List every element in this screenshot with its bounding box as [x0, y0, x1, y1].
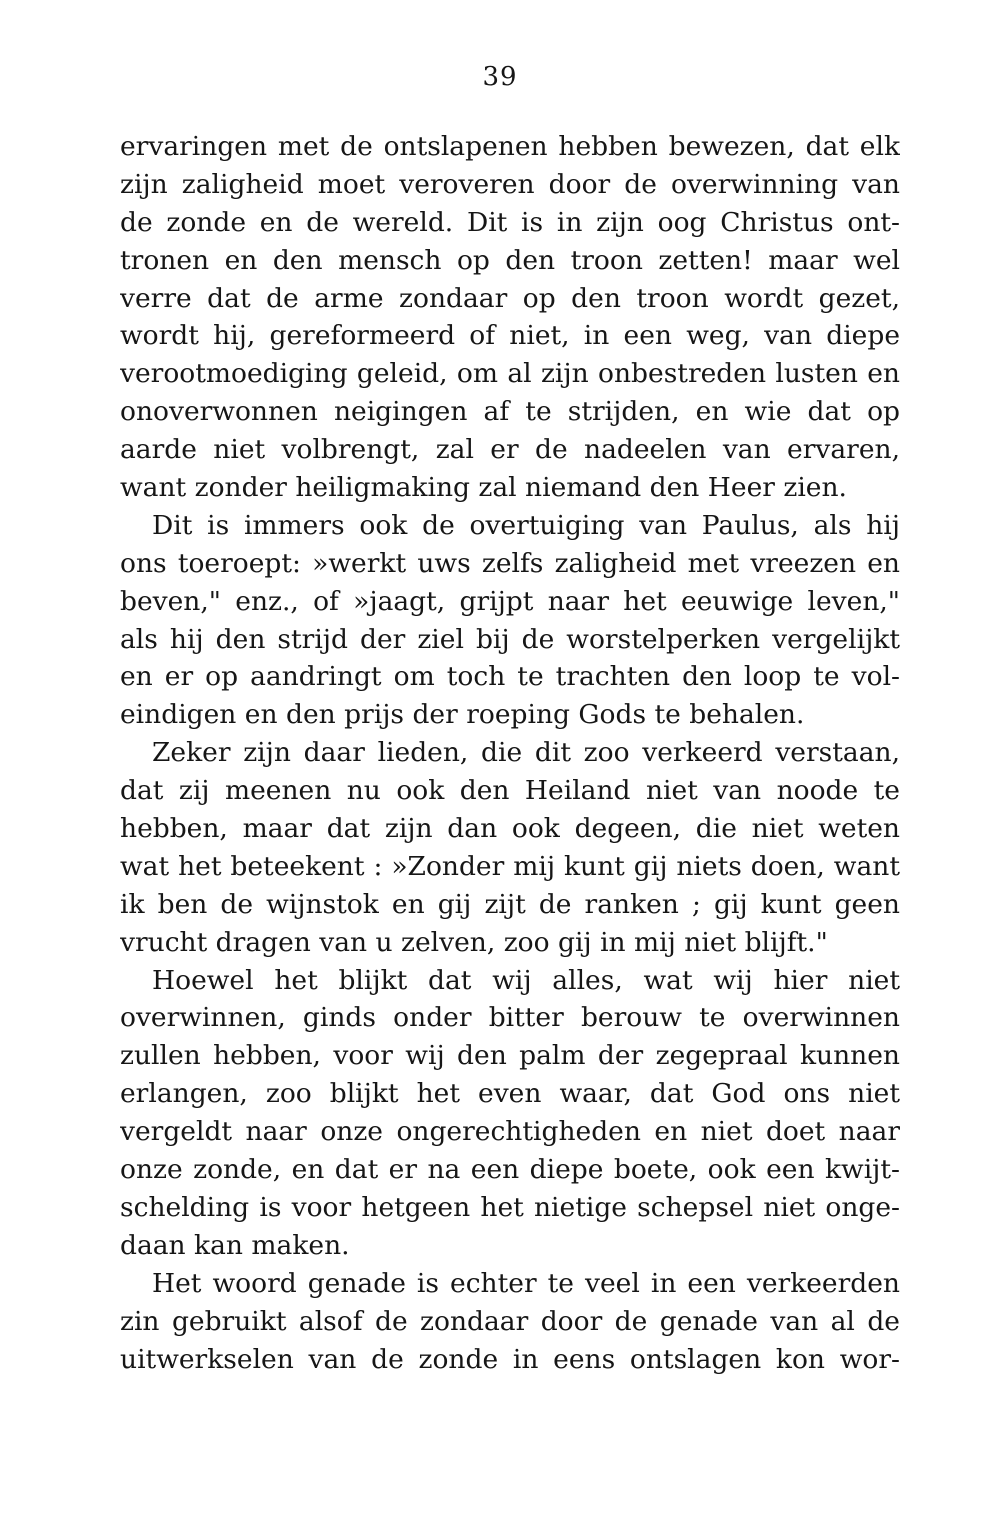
text-line: zullen hebben, voor wij den palm der zegepraal kunnen: [120, 1040, 900, 1072]
body-text: [120, 128, 900, 1378]
text-line: hebben, maar dat zijn dan ook degeen, die niet weten: [120, 813, 900, 845]
text-line: wordt hij, gereformeerd of niet, in een weg, van diepe: [120, 320, 900, 352]
text-line: onoverwonnen neigingen af te strijden, en wie dat op: [120, 396, 900, 428]
text-line: zin gebruikt alsof de zondaar door de genade van al de: [120, 1305, 900, 1337]
text-line: als hij den strijd der ziel bij de worstelperken vergelijkt: [120, 623, 900, 655]
text-line: ik ben de wijnstok en gij zijt de ranken ; gij kunt geen: [120, 888, 900, 920]
text-line: schelding is voor hetgeen het nietige schepsel niet onge-: [120, 1191, 900, 1223]
text-line: beven," enz., of »jaagt, grijpt naar het eeuwige leven,": [120, 585, 900, 617]
text-line: vergeldt naar onze ongerechtigheden en niet doet naar: [120, 1116, 900, 1148]
text-line: verre dat de arme zondaar op den troon wordt gezet,: [120, 282, 900, 314]
text-line: ons toeroept: »werkt uws zelfs zaligheid met vreezen en: [120, 547, 900, 579]
text-line: Hoewel het blijkt dat wij alles, wat wij hier niet: [152, 964, 900, 996]
text-line: verootmoediging geleid, om al zijn onbestreden lusten en: [120, 358, 900, 390]
text-line: erlangen, zoo blijkt het even waar, dat God ons niet: [120, 1078, 900, 1110]
text-line: eindigen en den prijs der roeping Gods te behalen.: [120, 699, 805, 731]
text-line: want zonder heiligmaking zal niemand den Heer zien.: [120, 472, 847, 504]
text-line: Dit is immers ook de overtuiging van Paulus, als hij: [152, 509, 900, 541]
text-line: overwinnen, ginds onder bitter berouw te overwinnen: [120, 1002, 900, 1034]
text-line: aarde niet volbrengt, zal er de nadeelen van ervaren,: [120, 434, 900, 466]
text-line: en er op aandringt om toch te trachten den loop te vol-: [120, 661, 900, 693]
text-line: vrucht dragen van u zelven, zoo gij in mij niet blijft.": [120, 926, 828, 958]
text-line: ervaringen met de ontslapenen hebben bewezen, dat elk: [120, 131, 900, 162]
text-line: uitwerkselen van de zonde in eens ontslagen kon wor-: [120, 1343, 900, 1375]
text-line: onze zonde, en dat er na een diepe boete, ook een kwijt-: [120, 1154, 900, 1186]
text-line: Zeker zijn daar lieden, die dit zoo verkeerd verstaan,: [152, 737, 900, 769]
text-line: dat zij meenen nu ook den Heiland niet van noode te: [120, 775, 900, 807]
text-line: zijn zaligheid moet veroveren door de overwinning van: [120, 168, 900, 200]
text-line: wat het beteekent : »Zonder mij kunt gij niets doen, want: [120, 850, 900, 882]
page-number: 39: [482, 62, 518, 92]
text-line: daan kan maken.: [120, 1229, 350, 1261]
text-line: Het woord genade is echter te veel in een verkeerden: [152, 1267, 900, 1299]
text-line: de zonde en de wereld. Dit is in zijn oog Christus ont-: [120, 206, 900, 238]
text-line: tronen en den mensch op den troon zetten! maar wel: [120, 244, 900, 276]
